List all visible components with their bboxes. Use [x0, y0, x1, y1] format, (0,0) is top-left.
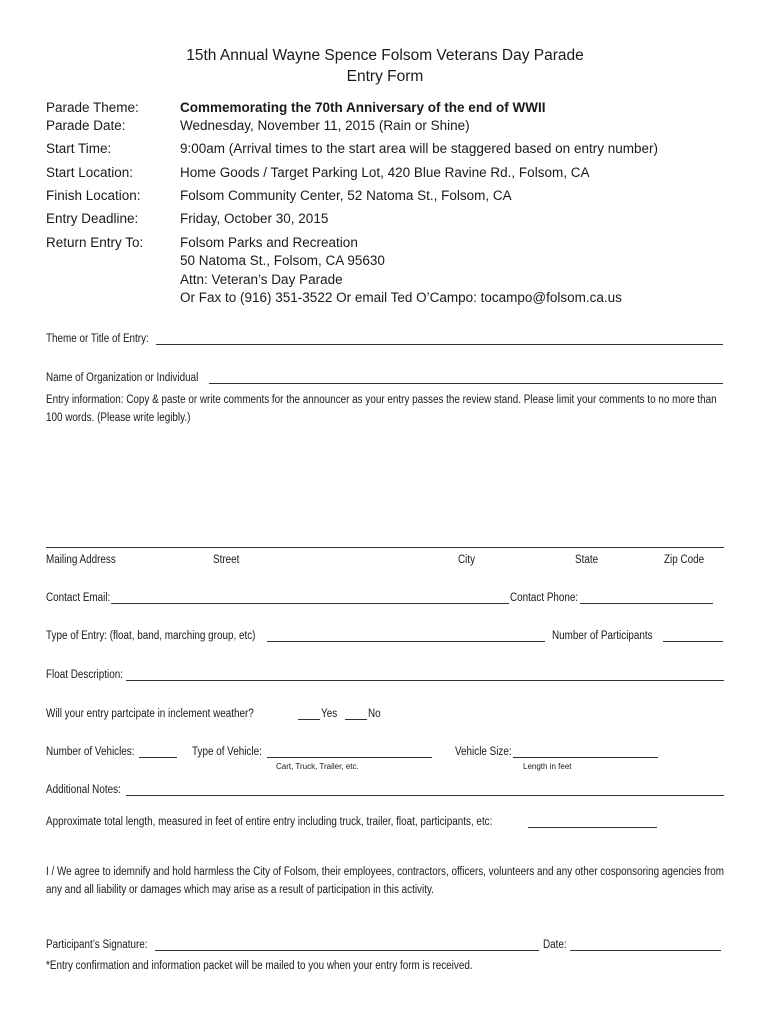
info-label-theme: Parade Theme: — [46, 100, 139, 115]
yes-label: Yes — [321, 708, 338, 720]
float-description-input-line[interactable] — [126, 680, 724, 681]
contact-email-input-line[interactable] — [111, 603, 509, 604]
info-label-finish-location: Finish Location: — [46, 188, 141, 203]
theme-input-line[interactable] — [156, 344, 723, 345]
info-value-finish-location: Folsom Community Center, 52 Natoma St., Folsom, CA — [180, 188, 512, 203]
return-attn-line: Attn: Veteran’s Day Parade — [180, 272, 343, 287]
info-label-start-location: Start Location: — [46, 165, 134, 180]
info-label-return-to: Return Entry To: — [46, 235, 144, 250]
info-label-start-time: Start Time: — [46, 141, 112, 156]
entry-info-instructions: Entry information: Copy & paste or write comments for the announcer as your entry passes the review stand. Please limit your comments to no more than 100 words. (Please write legibly.) — [46, 394, 717, 424]
city-label: City — [458, 554, 476, 566]
street-label: Street — [213, 554, 240, 566]
additional-notes-label: Additional Notes: — [46, 784, 121, 796]
type-of-vehicle-label: Type of Vehicle: — [192, 746, 262, 758]
contact-email-label: Contact Email: — [46, 592, 111, 604]
contact-phone-input-line[interactable] — [580, 603, 713, 604]
type-of-entry-label: Type of Entry: (float, band, marching group, etc) — [46, 630, 256, 642]
num-vehicles-label: Number of Vehicles: — [46, 746, 135, 758]
return-address-line: 50 Natoma St., Folsom, CA 95630 — [180, 253, 385, 268]
signature-input-line[interactable] — [155, 950, 539, 951]
vehicle-size-hint: Length in feet — [523, 762, 572, 771]
info-value-theme: Commemorating the 70th Anniversary of the end of WWII — [180, 100, 546, 115]
organization-input-line[interactable] — [209, 383, 723, 384]
date-input-line[interactable] — [570, 950, 721, 951]
info-value-deadline: Friday, October 30, 2015 — [180, 211, 329, 226]
state-label: State — [575, 554, 599, 566]
float-description-label: Float Description: — [46, 669, 123, 681]
form-subtitle: Entry Form — [346, 68, 424, 85]
contact-phone-label: Contact Phone: — [510, 592, 579, 604]
num-participants-label: Number of Participants — [552, 630, 653, 642]
theme-label: Theme or Title of Entry: — [46, 333, 149, 345]
vehicle-type-hint: Cart, Truck, Trailer, etc. — [276, 762, 359, 771]
no-input-line[interactable] — [345, 719, 367, 720]
type-of-entry-input-line[interactable] — [267, 641, 545, 642]
approx-length-label: Approximate total length, measured in feet of entire entry including truck, trailer, float, participants, etc: — [46, 816, 493, 828]
info-value-date: Wednesday, November 11, 2015 (Rain or Shine) — [180, 118, 470, 133]
mailing-address-label: Mailing Address — [46, 554, 116, 566]
vehicle-size-input-line[interactable] — [513, 757, 658, 758]
additional-notes-input-line[interactable] — [126, 795, 724, 796]
footnote: *Entry confirmation and information packet will be mailed to you when your entry form is received. — [46, 960, 473, 972]
signature-label: Participant’s Signature: — [46, 939, 148, 951]
info-value-start-location: Home Goods / Target Parking Lot, 420 Blue Ravine Rd., Folsom, CA — [180, 165, 590, 180]
approx-length-input-line[interactable] — [528, 827, 657, 828]
num-participants-input-line[interactable] — [663, 641, 723, 642]
address-input-line[interactable] — [46, 547, 724, 548]
info-value-start-time: 9:00am (Arrival times to the start area will be staggered based on entry number) — [180, 141, 658, 156]
entry-info-area[interactable] — [46, 430, 724, 545]
info-value-return-to: Folsom Parks and Recreation — [180, 235, 358, 250]
organization-label: Name of Organization or Individual — [46, 372, 199, 384]
type-of-vehicle-input-line[interactable] — [267, 757, 432, 758]
yes-input-line[interactable] — [298, 719, 320, 720]
inclement-weather-question: Will your entry partcipate in inclement weather? — [46, 708, 254, 720]
no-label: No — [368, 708, 381, 720]
zip-code-label: Zip Code — [664, 554, 705, 566]
return-fax-email-line: Or Fax to (916) 351-3522 Or email Ted O’Campo: tocampo@folsom.ca.us — [180, 290, 622, 305]
info-label-deadline: Entry Deadline: — [46, 211, 139, 226]
date-label: Date: — [543, 939, 567, 951]
agreement-text: I / We agree to idemnify and hold harmless the City of Folsom, their employees, contractors, officers, volunteers and any other cosponsoring agencies from any and all liability or damages which may arise as a result of participation in this activity. — [46, 866, 724, 896]
info-label-date: Parade Date: — [46, 118, 126, 133]
vehicle-size-label: Vehicle Size: — [455, 746, 512, 758]
form-title: 15th Annual Wayne Spence Folsom Veterans Day Parade — [186, 47, 584, 64]
num-vehicles-input-line[interactable] — [139, 757, 177, 758]
